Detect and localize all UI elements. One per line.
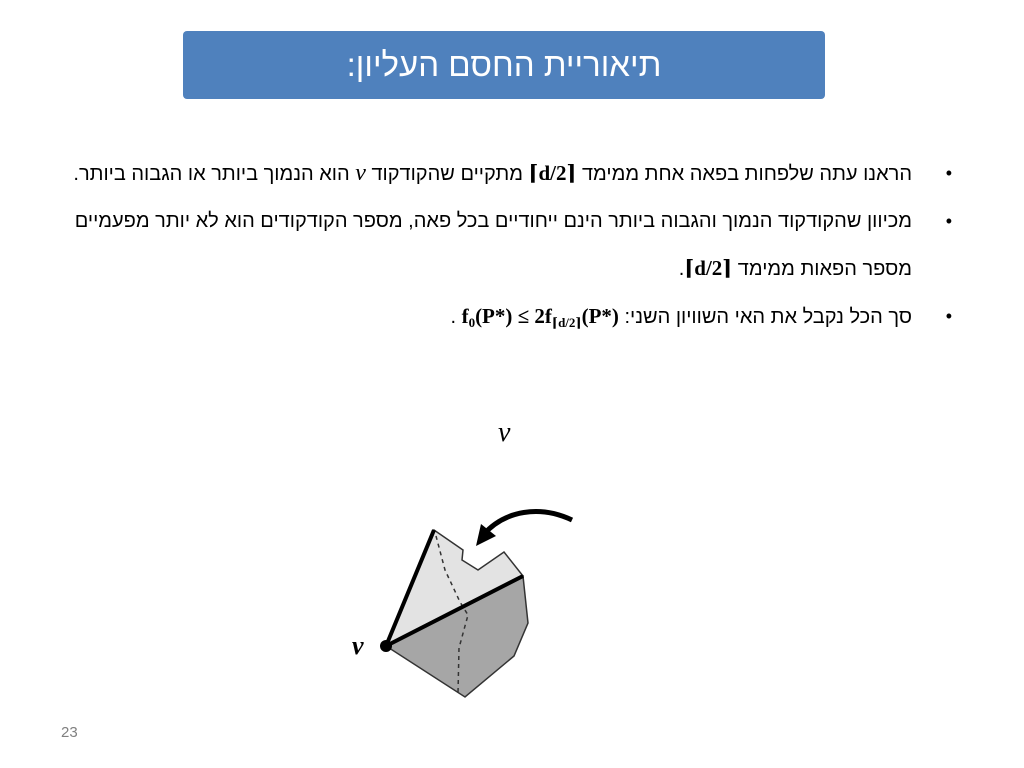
polytope-figure — [340, 490, 600, 710]
bullet-dot-icon: • — [945, 306, 952, 326]
bullet-item-3 — [40, 293, 966, 346]
bullet-1-text-a: הראנו עתה שלפחות בפאה אחת ממימד — [581, 163, 912, 185]
page-number: 23 — [61, 724, 78, 741]
bullet-2-text-a: מכיוון שהקודקוד הנמוך והגבוה ביותר הינם ייחודיים בכל פאה, מספר הקודקודים הוא לא יותר מפעמיים מספר הפאות ממימד — [74, 210, 912, 280]
ineq-f0: f — [461, 304, 469, 328]
bullet-2-text-b: . — [678, 258, 685, 280]
bullet-1-text-c: הוא הנמוך ביותר או הגבוה ביותר. — [73, 163, 350, 185]
vertex-v-label-figure: v — [352, 631, 364, 660]
curved-arrow-icon — [483, 512, 572, 535]
bullet-2-math-ceil: ⌈d/2⌉ — [684, 256, 733, 280]
ineq-rel: ≤ 2 — [517, 304, 545, 328]
ineq-f: f — [544, 304, 552, 328]
bullet-1-text-b: מתקיים שהקודקוד — [371, 163, 523, 185]
bullet-dot-icon: • — [945, 211, 952, 231]
bullet-list — [40, 150, 966, 346]
bullet-1-var-v: v — [355, 160, 366, 186]
bullet-item-1 — [40, 150, 966, 198]
bullet-dot-icon: • — [945, 163, 952, 183]
bullet-item-2 — [40, 198, 966, 293]
vertex-v-label: v — [498, 417, 511, 448]
bullet-1-math-ceil: ⌈d/2⌉ — [528, 161, 577, 185]
slide-title: תיאוריית החסם העליון: — [346, 46, 662, 83]
vertex-dot — [380, 640, 392, 652]
bullet-3-text-b: . — [450, 306, 456, 328]
ineq-f0-sub: 0 — [468, 315, 476, 330]
slide-title-box — [183, 31, 825, 99]
bullet-3-text-a: סך הכל נקבל את האי השוויון השני: — [624, 306, 912, 328]
ineq-f-sub: ⌈d/2⌉ — [551, 315, 582, 330]
ineq-lhs-arg: (P*) — [475, 304, 513, 328]
ineq-rhs-arg: (P*) — [581, 304, 619, 328]
bullet-3-inequality — [462, 293, 619, 346]
